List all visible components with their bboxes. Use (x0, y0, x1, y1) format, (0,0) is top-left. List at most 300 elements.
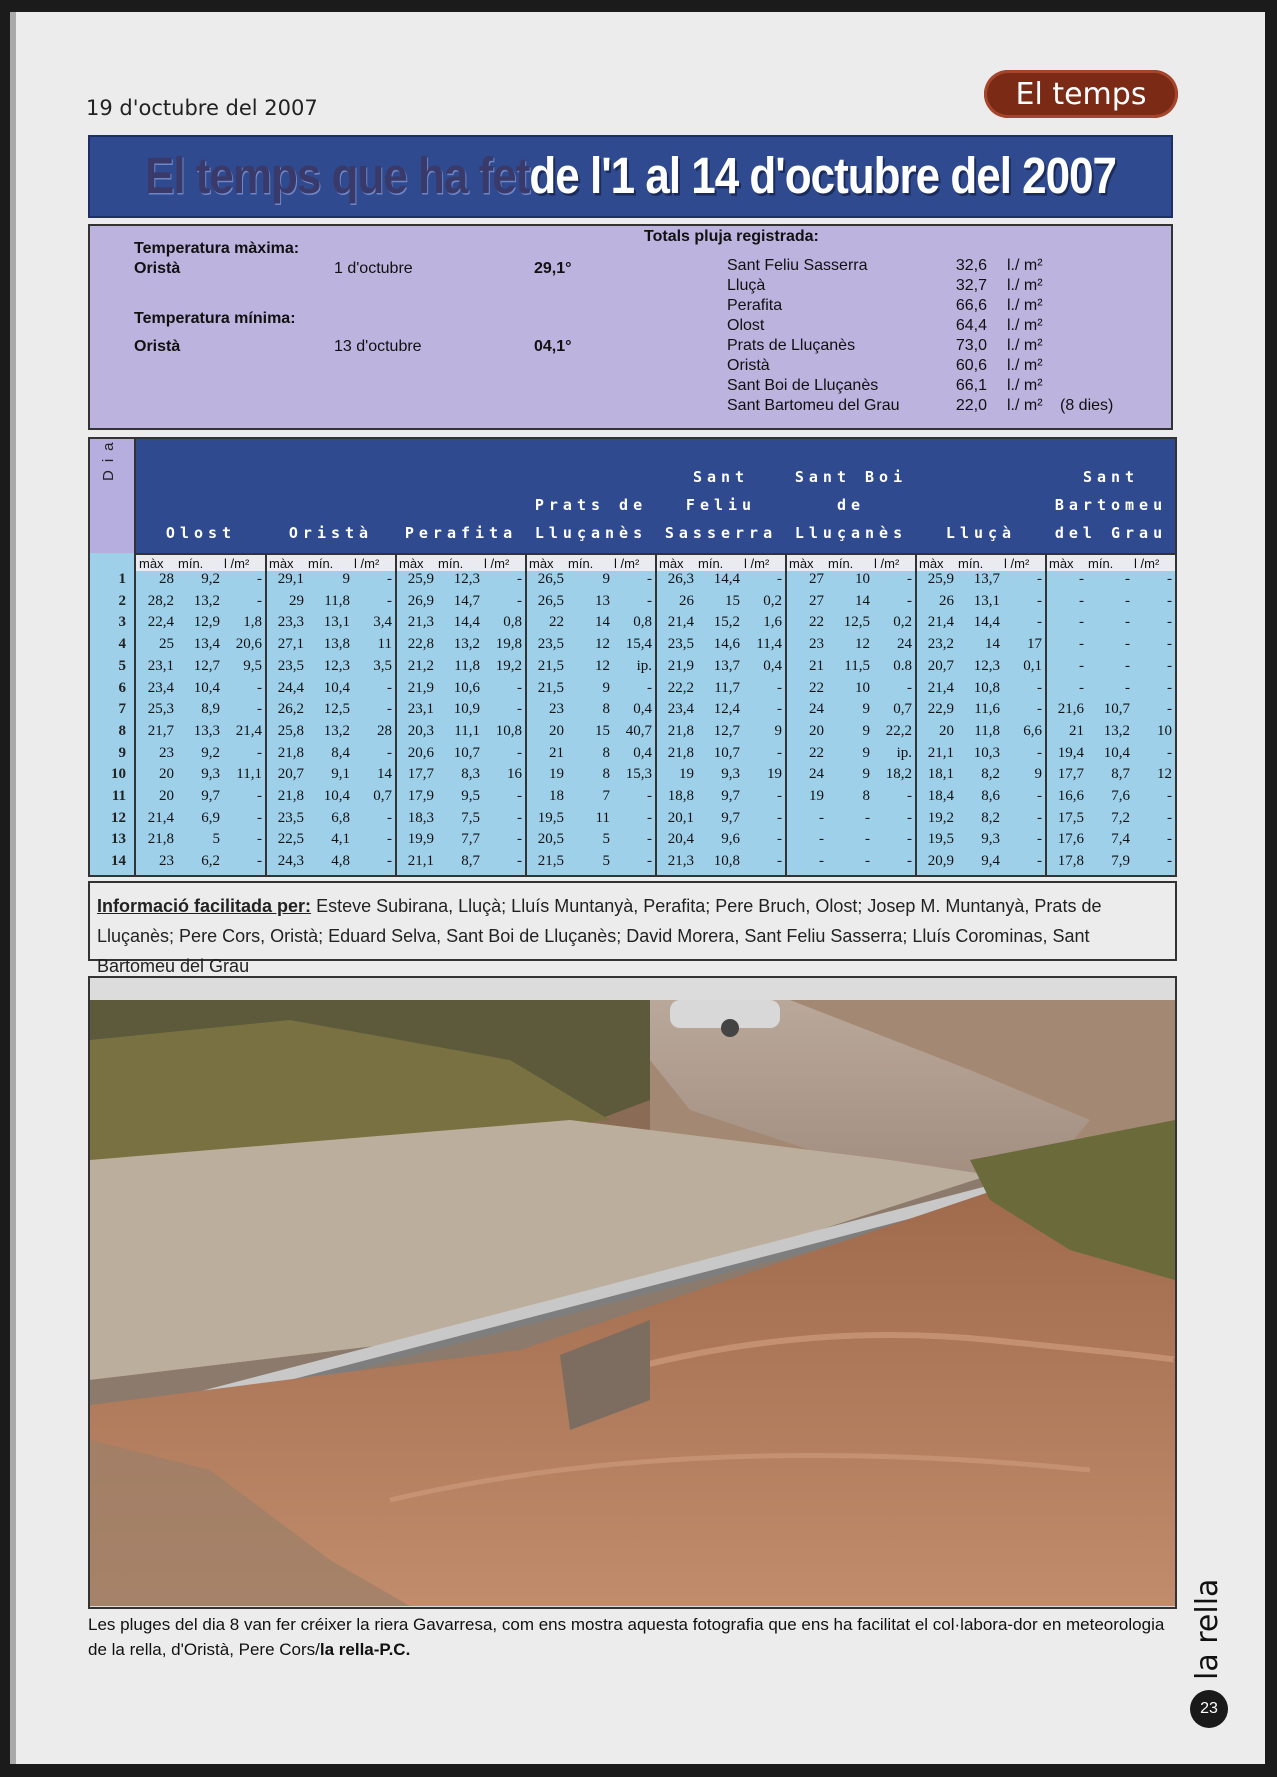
station-header: Perafita (404, 524, 518, 542)
value-cell: 20,5 (537, 831, 564, 848)
value-cell: 7,6 (1111, 788, 1130, 804)
value-cell: 10 (855, 571, 870, 587)
weather-table (88, 434, 1177, 877)
day-cell: 7 (118, 701, 126, 718)
value-cell: 21,5 (537, 853, 564, 870)
value-cell: 14 (855, 592, 870, 609)
measure-header: l /m² (744, 556, 770, 571)
value-cell: - (257, 831, 262, 848)
value-cell: 21,3 (407, 614, 434, 631)
rain-unit: l./ m² (1007, 257, 1043, 274)
value-cell: 19,9 (407, 831, 434, 848)
value-cell: - (647, 571, 652, 587)
value-cell: 25 (159, 636, 174, 653)
value-cell: 19 (809, 788, 824, 804)
value-cell: 28,2 (147, 592, 174, 609)
station-header: Lluçà (945, 524, 1017, 542)
page-number: 23 (1190, 1690, 1228, 1728)
value-cell: 10,4 (1103, 744, 1130, 761)
value-cell: 0.8 (893, 657, 912, 674)
value-cell: 18,2 (885, 766, 912, 783)
column-divider (785, 553, 787, 875)
day-cell: 11 (111, 788, 126, 804)
value-cell: 24 (809, 766, 824, 783)
min-temp-date: 13 d'octubre (334, 338, 422, 355)
value-cell: 21,7 (147, 722, 174, 739)
table-row (90, 831, 1175, 852)
rain-value: 66,6 (955, 297, 987, 314)
value-cell: - (1167, 592, 1172, 609)
value-cell: 22 (809, 679, 824, 696)
value-cell: - (907, 592, 912, 609)
value-cell: 20,7 (277, 766, 304, 783)
day-label: Dia (100, 434, 117, 481)
value-cell: - (517, 592, 522, 609)
value-cell: - (777, 788, 782, 804)
value-cell: 1,8 (243, 614, 262, 631)
value-cell: 13,2 (453, 636, 480, 653)
day-cell: 1 (118, 571, 126, 587)
rain-unit: l./ m² (1007, 377, 1043, 394)
title-part1: El temps que ha fet (144, 147, 530, 205)
measure-header: màx (139, 556, 164, 571)
value-cell: 20,6 (235, 636, 262, 653)
value-cell: 12 (1157, 766, 1172, 783)
value-cell: - (907, 809, 912, 826)
value-cell: 13,7 (973, 571, 1000, 587)
value-cell: 15,3 (625, 766, 652, 783)
issue-date: 19 d'octubre del 2007 (86, 96, 318, 120)
rain-place: Sant Boi de Lluçanès (727, 377, 879, 394)
value-cell: 17,9 (407, 788, 434, 804)
value-cell: 23 (809, 636, 824, 653)
value-cell: 18,8 (667, 788, 694, 804)
value-cell: - (387, 831, 392, 848)
table-row (90, 680, 1175, 701)
value-cell: 17 (1027, 636, 1042, 653)
day-cell: 4 (118, 636, 126, 653)
value-cell: - (257, 853, 262, 870)
value-cell: - (647, 788, 652, 804)
value-cell: 11,1 (236, 766, 262, 783)
value-cell: 27 (809, 571, 824, 587)
value-cell: - (865, 809, 870, 826)
value-cell: 20 (939, 722, 954, 739)
value-cell: 19,4 (1057, 744, 1084, 761)
value-cell: 8,6 (981, 788, 1000, 804)
value-cell: 13,4 (193, 636, 220, 653)
value-cell: - (1125, 592, 1130, 609)
value-cell: 3,5 (373, 657, 392, 674)
value-cell: 5 (212, 831, 220, 848)
credits-text: Esteve Subirana, Lluçà; Lluís Muntanyà, Perafita; Pere Bruch, Olost; Josep M. Muntanyà, Prats de Lluçanès; Pere Cors, Oristà; Eduard Selva, Sant Boi de Lluçanès; David Morera, Sant Feliu Sasserra; Lluís Corominas, Sant Bartomeu del Grau (97, 896, 1102, 976)
value-cell: 0,4 (763, 657, 782, 674)
value-cell: - (819, 831, 824, 848)
value-cell: 20,4 (667, 831, 694, 848)
value-cell: 23,2 (927, 636, 954, 653)
day-cell: 9 (118, 744, 126, 761)
value-cell: 9,6 (721, 831, 740, 848)
river-photo (90, 1000, 1175, 1606)
value-cell: - (907, 679, 912, 696)
value-cell: 0,1 (1023, 657, 1042, 674)
value-cell: 14 (377, 766, 392, 783)
value-cell: 4,8 (331, 853, 350, 870)
value-cell: 19 (679, 766, 694, 783)
value-cell: - (1079, 571, 1084, 587)
measure-header: mín. (308, 556, 334, 571)
measure-header: màx (269, 556, 294, 571)
value-cell: 3,4 (373, 614, 392, 631)
value-cell: - (819, 853, 824, 870)
value-cell: - (1167, 636, 1172, 653)
value-cell: 9,4 (981, 853, 1000, 870)
station-header: Olost (165, 524, 237, 542)
value-cell: 19 (767, 766, 782, 783)
column-divider (915, 553, 917, 875)
measure-header: mín. (1088, 556, 1114, 571)
rain-place: Prats de Lluçanès (727, 337, 856, 354)
value-cell: 13 (595, 592, 610, 609)
value-cell: 9 (602, 571, 610, 587)
measure-header: mín. (828, 556, 854, 571)
column-divider (1045, 553, 1047, 875)
value-cell: 14,7 (453, 592, 480, 609)
value-cell: 11 (377, 636, 392, 653)
value-cell: - (1079, 592, 1084, 609)
photo-caption (88, 1612, 1178, 1662)
value-cell: 21,4 (927, 679, 954, 696)
value-cell: 25,9 (927, 571, 954, 587)
value-cell: 9 (862, 766, 870, 783)
value-cell: 4,1 (331, 831, 350, 848)
value-cell: 10,8 (973, 679, 1000, 696)
station-header-row (136, 439, 1175, 553)
value-cell: 17,6 (1057, 831, 1084, 848)
value-cell: 23 (549, 701, 564, 718)
value-cell: 21,9 (667, 657, 694, 674)
value-cell: - (1037, 701, 1042, 718)
value-cell: 6,8 (331, 809, 350, 826)
photo-frame (88, 976, 1177, 1609)
value-cell: 23,5 (667, 636, 694, 653)
value-cell: 8 (602, 701, 610, 718)
value-cell: - (517, 831, 522, 848)
measure-header: màx (659, 556, 684, 571)
value-cell: - (865, 831, 870, 848)
caption-text: Les pluges del dia 8 van fer créixer la riera Gavarresa, com ens mostra aquesta fotografia que ens ha facilitat el col·labora-dor en meteorologia de la rella, d'Oristà, Pere Cors/ (88, 1615, 1165, 1659)
value-cell: 13,2 (1103, 722, 1130, 739)
value-cell: 9,5 (243, 657, 262, 674)
value-cell: - (1037, 831, 1042, 848)
value-cell: 9 (862, 701, 870, 718)
value-cell: - (647, 809, 652, 826)
value-cell: 15 (595, 722, 610, 739)
value-cell: 5 (602, 853, 610, 870)
measure-header: màx (919, 556, 944, 571)
day-column-header (90, 434, 136, 553)
value-cell: 6,6 (1023, 722, 1042, 739)
measure-header: l /m² (1134, 556, 1160, 571)
value-cell: - (777, 701, 782, 718)
value-cell: 26 (939, 592, 954, 609)
value-cell: 9,3 (981, 831, 1000, 848)
value-cell: 7,5 (461, 809, 480, 826)
rain-value: 66,1 (955, 377, 987, 394)
measure-header: mín. (698, 556, 724, 571)
value-cell: - (1167, 744, 1172, 761)
value-cell: - (907, 788, 912, 804)
value-cell: - (1167, 788, 1172, 804)
value-cell: - (517, 679, 522, 696)
value-cell: 21,5 (537, 657, 564, 674)
measure-header: l /m² (354, 556, 380, 571)
min-temp-label: Temperatura mínima: (134, 310, 296, 327)
value-cell: 7 (602, 788, 610, 804)
station-header: Prats de Lluçanès (534, 496, 648, 542)
column-divider (265, 553, 267, 875)
value-cell: - (1167, 614, 1172, 631)
value-cell: - (257, 744, 262, 761)
value-cell: 14 (595, 614, 610, 631)
value-cell: 19 (549, 766, 564, 783)
value-cell: 29,1 (277, 571, 304, 587)
min-temp-place: Oristà (134, 338, 181, 355)
credits-label: Informació facilitada per: (97, 896, 312, 916)
value-cell: 7,2 (1111, 809, 1130, 826)
value-cell: 17,8 (1057, 853, 1084, 870)
value-cell: 14 (985, 636, 1000, 653)
value-cell: - (517, 853, 522, 870)
value-cell: 12 (595, 657, 610, 674)
measure-header: mín. (958, 556, 984, 571)
value-cell: 18,3 (407, 809, 434, 826)
value-cell: - (257, 788, 262, 804)
value-cell: 17,7 (1057, 766, 1084, 783)
value-cell: 27,1 (277, 636, 304, 653)
rain-note: (8 dies) (1060, 397, 1114, 414)
value-cell: 21,4 (927, 614, 954, 631)
rain-value: 32,6 (955, 257, 987, 274)
value-cell: 21,9 (407, 679, 434, 696)
value-cell: - (819, 809, 824, 826)
value-cell: - (777, 571, 782, 587)
value-cell: 23,5 (277, 809, 304, 826)
table-row (90, 658, 1175, 679)
value-cell: 23,3 (277, 614, 304, 631)
rain-place: Perafita (727, 297, 783, 314)
value-cell: 8,2 (981, 766, 1000, 783)
value-cell: - (1037, 679, 1042, 696)
value-cell: 21,8 (667, 722, 694, 739)
value-cell: 13,8 (323, 636, 350, 653)
value-cell: 11,6 (974, 701, 1000, 718)
column-divider (134, 553, 136, 875)
value-cell: 23,1 (147, 657, 174, 674)
value-cell: - (1167, 571, 1172, 587)
value-cell: - (517, 744, 522, 761)
value-cell: 9,1 (331, 766, 350, 783)
value-cell: 22 (809, 614, 824, 631)
value-cell: - (1167, 809, 1172, 826)
value-cell: 12,5 (323, 701, 350, 718)
summary-box (88, 224, 1173, 430)
value-cell: 10,8 (713, 853, 740, 870)
value-cell: 9 (342, 571, 350, 587)
value-cell: 15 (725, 592, 740, 609)
value-cell: - (1079, 679, 1084, 696)
measure-header: màx (789, 556, 814, 571)
value-cell: 40,7 (625, 722, 652, 739)
value-cell: 13,3 (193, 722, 220, 739)
station-header: Sant Bartomeu del Grau (1054, 468, 1168, 542)
value-cell: 18,1 (927, 766, 954, 783)
rain-place: Olost (727, 317, 765, 334)
column-divider (395, 553, 397, 875)
value-cell: 22 (549, 614, 564, 631)
value-cell: - (517, 809, 522, 826)
value-cell: 21,8 (667, 744, 694, 761)
value-cell: 0,7 (373, 788, 392, 804)
rain-value: 22,0 (955, 397, 987, 414)
value-cell: 23,1 (407, 701, 434, 718)
value-cell: - (1037, 614, 1042, 631)
value-cell: 15,4 (625, 636, 652, 653)
day-cell: 8 (118, 722, 126, 739)
value-cell: 26,5 (537, 571, 564, 587)
value-cell: 11 (595, 809, 610, 826)
table-row (90, 701, 1175, 722)
value-cell: 22,5 (277, 831, 304, 848)
value-cell: - (387, 809, 392, 826)
value-cell: 20 (159, 788, 174, 804)
value-cell: 17,7 (407, 766, 434, 783)
rain-unit: l./ m² (1007, 357, 1043, 374)
value-cell: 10,6 (453, 679, 480, 696)
value-cell: 26,3 (667, 571, 694, 587)
value-cell: 21,8 (277, 744, 304, 761)
value-cell: - (865, 853, 870, 870)
value-cell: 16,6 (1057, 788, 1084, 804)
value-cell: 24 (897, 636, 912, 653)
value-cell: 9,7 (721, 809, 740, 826)
value-cell: 10,7 (453, 744, 480, 761)
value-cell: 12,7 (193, 657, 220, 674)
value-cell: - (387, 701, 392, 718)
value-cell: - (1037, 592, 1042, 609)
value-cell: 10,9 (453, 701, 480, 718)
value-cell: 26,5 (537, 592, 564, 609)
value-cell: 20 (549, 722, 564, 739)
value-cell: 0,2 (893, 614, 912, 631)
value-cell: 9,3 (201, 766, 220, 783)
value-cell: 10 (1157, 722, 1172, 739)
value-cell: - (777, 853, 782, 870)
table-row (90, 593, 1175, 614)
page-title (88, 135, 1173, 218)
value-cell: 10,7 (1103, 701, 1130, 718)
rain-unit: l./ m² (1007, 397, 1043, 414)
rain-place: Oristà (727, 357, 770, 374)
value-cell: 22 (809, 744, 824, 761)
caption-credit: la rella-P.C. (319, 1640, 411, 1659)
measure-header: mín. (438, 556, 464, 571)
value-cell: 23,5 (537, 636, 564, 653)
value-cell: 21,1 (927, 744, 954, 761)
value-cell: 25,8 (277, 722, 304, 739)
value-cell: 22,2 (667, 679, 694, 696)
value-cell: 26 (679, 592, 694, 609)
value-cell: 8 (862, 788, 870, 804)
value-cell: 15,2 (713, 614, 740, 631)
value-cell: 0,8 (503, 614, 522, 631)
rain-value: 60,6 (955, 357, 987, 374)
value-cell: - (517, 788, 522, 804)
value-cell: 12,4 (713, 701, 740, 718)
value-cell: - (777, 809, 782, 826)
value-cell: 11,7 (714, 679, 740, 696)
value-cell: - (1125, 636, 1130, 653)
value-cell: ip. (636, 657, 652, 674)
value-cell: - (777, 744, 782, 761)
value-cell: 14,4 (713, 571, 740, 587)
value-cell: 9,2 (201, 744, 220, 761)
value-cell: - (1037, 853, 1042, 870)
value-cell: ip. (896, 744, 912, 761)
value-cell: - (517, 571, 522, 587)
value-cell: - (257, 571, 262, 587)
value-cell: 19,8 (495, 636, 522, 653)
rain-place: Sant Bartomeu del Grau (727, 397, 900, 414)
value-cell: 14,4 (973, 614, 1000, 631)
rain-unit: l./ m² (1007, 277, 1043, 294)
measure-header: l /m² (1004, 556, 1030, 571)
value-cell: 1,6 (763, 614, 782, 631)
value-cell: - (257, 679, 262, 696)
value-cell: 0,8 (633, 614, 652, 631)
rain-unit: l./ m² (1007, 297, 1043, 314)
value-cell: - (1079, 614, 1084, 631)
value-cell: 17,5 (1057, 809, 1084, 826)
value-cell: 22,4 (147, 614, 174, 631)
value-cell: - (387, 592, 392, 609)
value-cell: 12 (855, 636, 870, 653)
day-cell: 2 (118, 592, 126, 609)
value-cell: 19,5 (537, 809, 564, 826)
value-cell: 8,3 (461, 766, 480, 783)
value-cell: 27 (809, 592, 824, 609)
station-header: Oristà (288, 524, 374, 542)
value-cell: 7,9 (1111, 853, 1130, 870)
day-cell: 3 (118, 614, 126, 631)
value-cell: - (1037, 788, 1042, 804)
max-temp-date: 1 d'octubre (334, 260, 413, 277)
value-cell: 22,2 (885, 722, 912, 739)
value-cell: - (907, 571, 912, 587)
value-cell: 21 (809, 657, 824, 674)
rain-value: 32,7 (955, 277, 987, 294)
section-badge: El temps (984, 70, 1178, 118)
table-row (90, 766, 1175, 787)
value-cell: 25,9 (407, 571, 434, 587)
value-cell: 0,4 (633, 701, 652, 718)
day-cell: 12 (111, 809, 126, 826)
value-cell: 0,7 (893, 701, 912, 718)
value-cell: 21,8 (147, 831, 174, 848)
value-cell: 20,9 (927, 853, 954, 870)
value-cell: - (1125, 571, 1130, 587)
value-cell: 19,2 (927, 809, 954, 826)
